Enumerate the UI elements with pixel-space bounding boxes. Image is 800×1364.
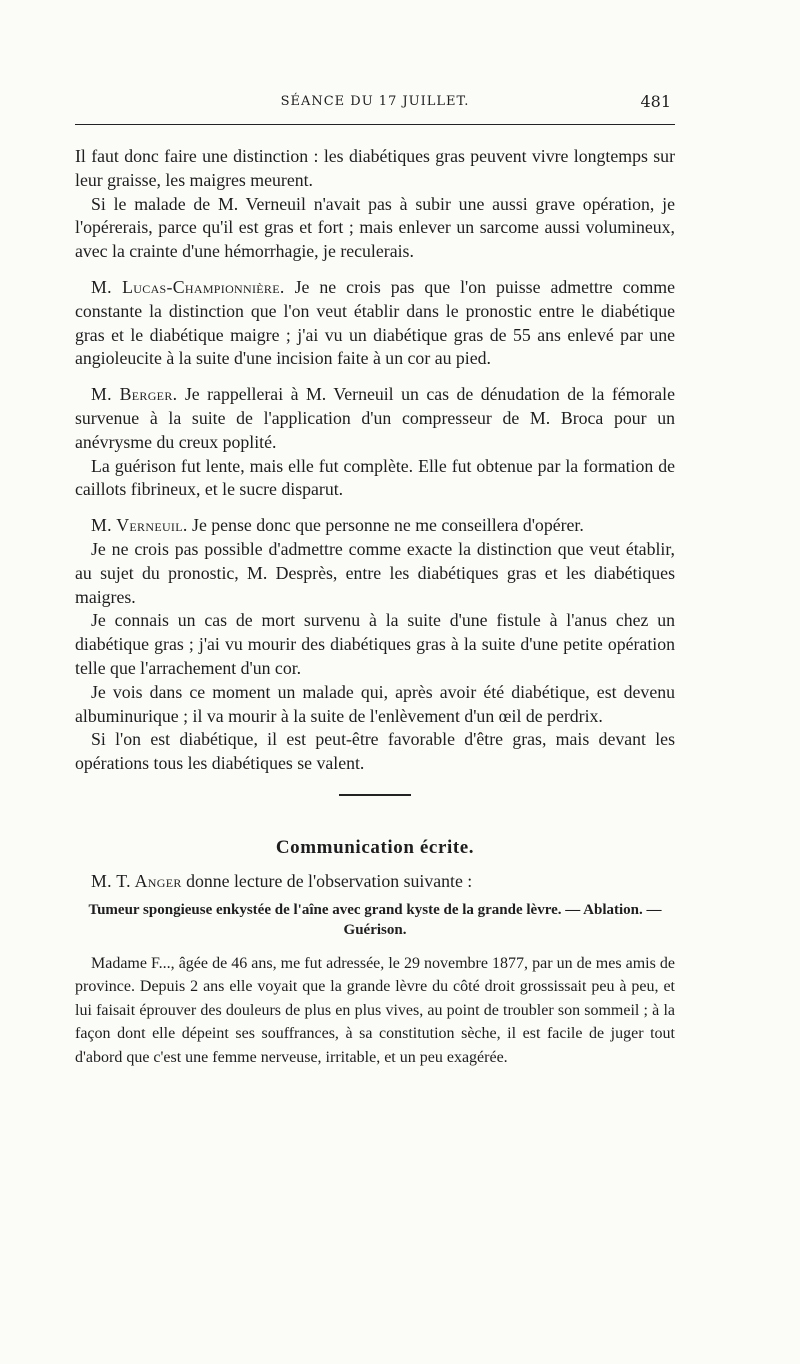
paragraph-2: Si le malade de M. Verneuil n'avait pas à subir une aussi grave opération, je l'opérerais, parce qu'il est gras et fort ; mais enlever un sarcome aussi volumineux, avec la crainte d'une hémorrhagie, je reculerais. [75, 193, 675, 262]
running-head [75, 90, 675, 114]
section-title: Communication écrite. [275, 836, 475, 858]
paragraph-4-text: Je rappellerai à M. Verneuil un cas de dénudation de la fémorale survenue à la suite de l'application d'un compresseur de M. Broca pour un anévrysme du creux poplité. [75, 384, 675, 452]
speaker-berger: M. Berger. [91, 384, 178, 405]
main-text [75, 145, 675, 1069]
intro-line [75, 870, 675, 894]
running-title: SÉANCE DU 17 JUILLET. [280, 94, 470, 109]
paragraph-9: Je vois dans ce moment un malade qui, après avoir été diabétique, est devenu albuminurique ; il va mourir à la suite de l'enlèvement d'un œil de perdrix. [75, 681, 675, 726]
paragraph-3-text: Je ne crois pas que l'on puisse admettre comme constante la distinction que l'on veut établir dans le pronostic entre le diabétique gras et le diabétique maigre ; j'ai vu un diabétique gras de 55 ans enlevé par une angioleucite à la suite d'une incision faite à un cor au pied. [75, 276, 676, 369]
intro-text: donne lecture de l'observation suivante : [181, 870, 473, 891]
speaker-lucas-championniere: M. Lucas-Championnière. [91, 276, 285, 297]
paragraph-4 [75, 383, 675, 454]
observation-body [75, 952, 675, 1070]
section-divider [339, 794, 411, 796]
page-number: 481 [640, 92, 671, 111]
observation-paragraph: Madame F..., âgée de 46 ans, me fut adressée, le 29 novembre 1877, par un de mes amis de province. Depuis 2 ans elle voyait que la grande lèvre du côté droit grossissait peu à peu, et lui faisait éprouver des douleurs de plus en plus vives, au point de troubler son sommeil ; à la façon dont elle dépeint ses souffrances, à sa constitution sèche, il est facile de juger tout d'abord que c'est une femme nerveuse, irritable, et un peu exagérée. [75, 954, 675, 1066]
speaker-verneuil: M. Verneuil. [91, 515, 188, 536]
paragraph-6 [75, 514, 675, 538]
observation-title: Tumeur spongieuse enkystée de l'aîne avec grand kyste de la grande lèvre. — Ablation. — Guérison. [88, 901, 662, 938]
paragraph-1: Il faut donc faire une distinction : les diabétiques gras peuvent vivre longtemps sur leur graisse, les maigres meurent. [75, 146, 675, 190]
paragraph-8: Je connais un cas de mort survenu à la suite d'une fistule à l'anus chez un diabétique gras ; j'ai vu mourir des diabétiques gras à la suite d'une petite opération telle que l'arrachement d'un cor. [75, 610, 675, 678]
paragraph-5: La guérison fut lente, mais elle fut complète. Elle fut obtenue par la formation de caillots fibrineux, et le sucre disparut. [75, 455, 675, 500]
paragraph-3 [75, 276, 675, 371]
paragraph-7: Je ne crois pas possible d'admettre comme exacte la distinction que veut établir, au sujet du pronostic, M. Desprès, entre les diabétiques gras et les diabétiques maigres. [75, 538, 675, 607]
paragraph-10: Si l'on est diabétique, il est peut-être favorable d'être gras, mais devant les opérations tous les diabétiques se valent. [75, 729, 675, 774]
paragraph-6-text: Je pense donc que personne ne me conseillera d'opérer. [187, 515, 584, 536]
header-rule [75, 124, 675, 125]
speaker-anger: M. T. Anger [91, 870, 182, 891]
